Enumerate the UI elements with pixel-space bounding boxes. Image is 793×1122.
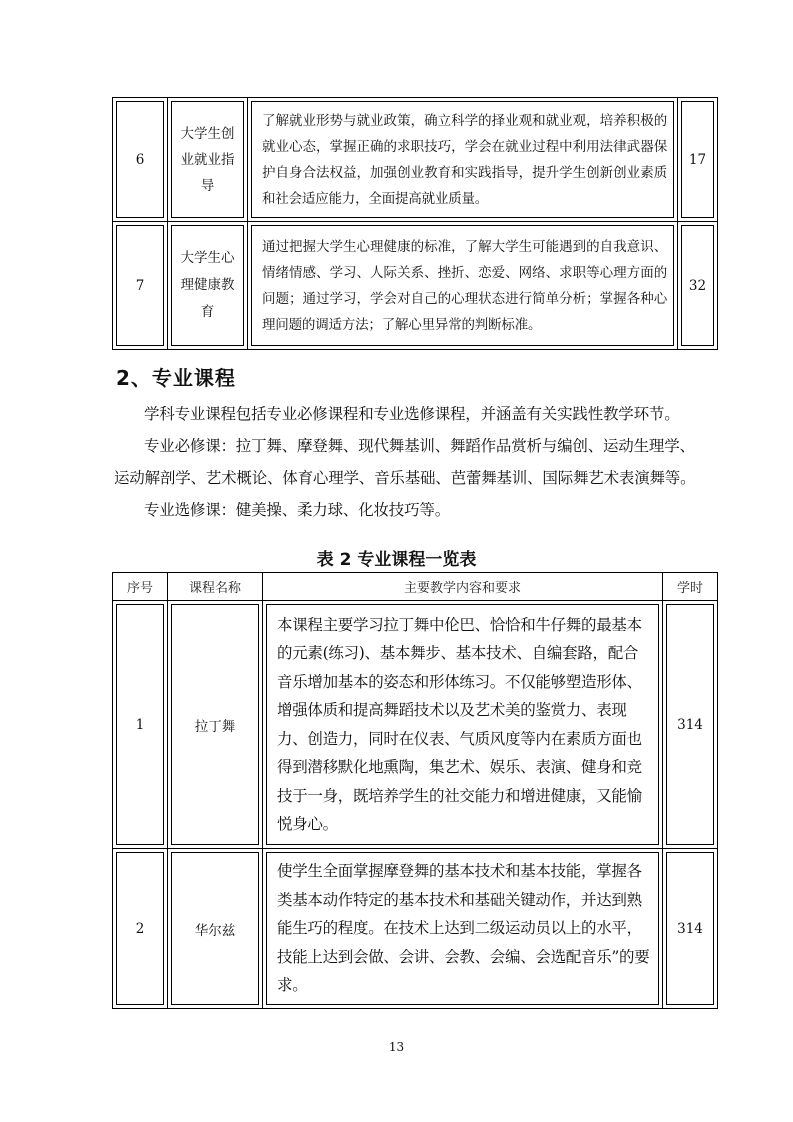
table-header-row bbox=[113, 573, 718, 601]
course-content: 通过把握大学生心理健康的标准，了解大学生可能遇到的自我意识、情绪情感、学习、人际关系、挫折、恋爱、网络、求职等心理方面的问题；通过学习，学会对自己的心理状态进行简单分析；掌握各种心理问题的调适方法；了解心里异常的判断标准。 bbox=[248, 222, 678, 350]
table-row bbox=[113, 601, 718, 849]
table-row bbox=[113, 849, 718, 1009]
required-courses-line-cont: 运动解剖学、艺术概论、体育心理学、音乐基础、芭蕾舞基训、国际舞艺术表演舞等。 bbox=[114, 469, 696, 487]
row-number: 7 bbox=[113, 222, 168, 350]
course-name: 拉丁舞 bbox=[168, 601, 263, 849]
row-number: 2 bbox=[113, 849, 168, 1009]
section-heading: 2、专业课程 bbox=[116, 366, 236, 390]
table-row bbox=[113, 222, 718, 350]
row-number: 1 bbox=[113, 601, 168, 849]
general-course-table-continued bbox=[112, 97, 718, 350]
elective-courses-line: 专业选修课：健美操、柔力球、化妆技巧等。 bbox=[144, 501, 451, 519]
course-name: 大学生创业就业指导 bbox=[168, 98, 248, 222]
course-name: 华尔兹 bbox=[168, 849, 263, 1009]
course-hours: 314 bbox=[663, 601, 718, 849]
section-paragraph: 学科专业课程包括专业必修课程和专业选修课程，并涵盖有关实践性教学环节。 bbox=[144, 405, 680, 423]
course-content: 使学生全面掌握摩登舞的基本技术和基本技能，掌握各类基本动作特定的基本技术和基础关键动作，并达到熟能生巧的程度。在技术上达到二级运动员以上的水平，技能上达到会做、会讲、会教、会编、会选配音乐”的要求。 bbox=[263, 849, 663, 1009]
course-name: 大学生心理健康教育 bbox=[168, 222, 248, 350]
table-row bbox=[113, 98, 718, 222]
course-hours: 32 bbox=[678, 222, 718, 350]
required-courses-line: 专业必修课：拉丁舞、摩登舞、现代舞基训、舞蹈作品赏析与编创、运动生理学、 bbox=[144, 437, 695, 455]
table-caption: 表 2 专业课程一览表 bbox=[316, 550, 477, 570]
header-name: 课程名称 bbox=[168, 573, 263, 601]
row-number: 6 bbox=[113, 98, 168, 222]
header-hours: 学时 bbox=[663, 573, 718, 601]
page-number: 13 bbox=[388, 1040, 405, 1054]
header-content: 主要教学内容和要求 bbox=[263, 573, 663, 601]
header-no: 序号 bbox=[113, 573, 168, 601]
course-content: 本课程主要学习拉丁舞中伦巴、恰恰和牛仔舞的最基本的元素(练习)、基本舞步、基本技术、自编套路，配合音乐增加基本的姿态和形体练习。不仅能够塑造形体、增强体质和提高舞蹈技术以及艺术美的鉴赏力、表现力、创造力，同时在仪表、气质风度等内在素质方面也得到潜移默化地熏陶，集艺术、娱乐、表演、健身和竞技于一身，既培养学生的社交能力和增进健康，又能愉悦身心。 bbox=[263, 601, 663, 849]
course-hours: 17 bbox=[678, 98, 718, 222]
course-content: 了解就业形势与就业政策，确立科学的择业观和就业观，培养积极的就业心态，掌握正确的求职技巧，学会在就业过程中利用法律武器保护自身合法权益，加强创业教育和实践指导，提升学生创新创业素质和社会适应能力，全面提高就业质量。 bbox=[248, 98, 678, 222]
major-course-table bbox=[112, 572, 718, 1009]
course-hours: 314 bbox=[663, 849, 718, 1009]
